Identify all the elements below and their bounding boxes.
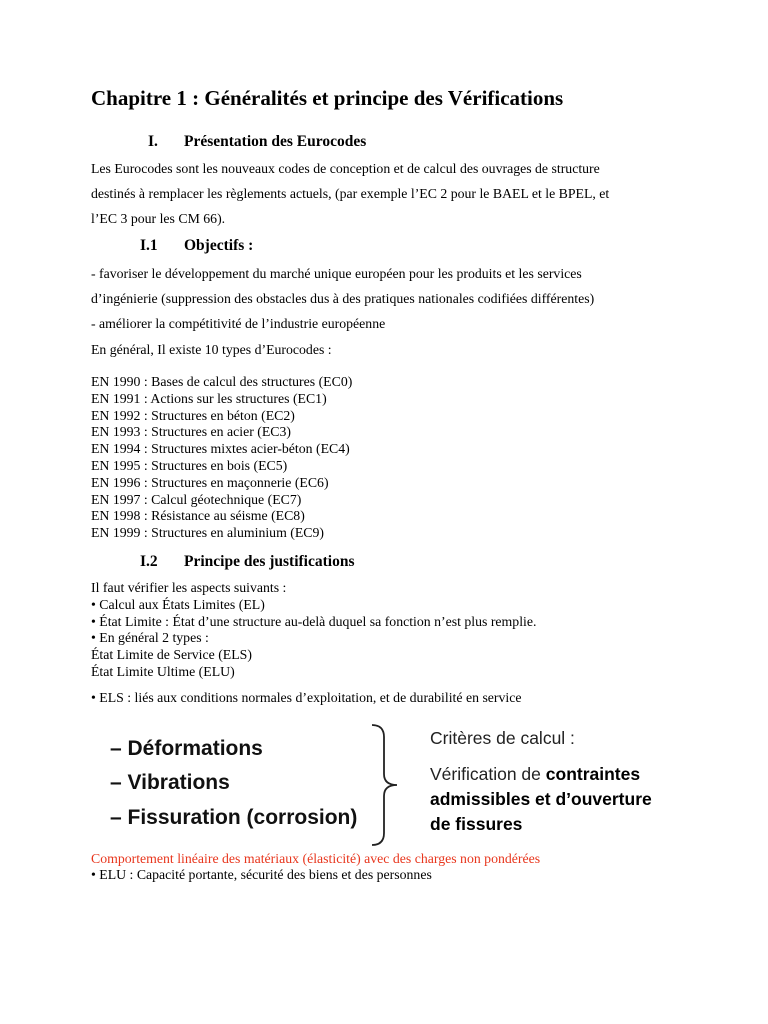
eurocode-item: EN 1995 : Structures en bois (EC5) [91, 457, 288, 473]
objective-line: - favoriser le développement du marché unique européen pour les produits et les services [91, 266, 582, 281]
criteria-line-2: admissibles et d’ouverture [430, 789, 652, 809]
page-title: Chapitre 1 : Généralités et principe des Vérifications [91, 86, 564, 110]
section-1-heading: Présentation des Eurocodes [184, 133, 367, 150]
eurocode-item: EN 1993 : Structures en acier (EC3) [91, 424, 291, 440]
section-1-2-heading: Principe des justifications [184, 553, 355, 570]
eurocode-item: EN 1996 : Structures en maçonnerie (EC6) [91, 474, 329, 490]
objective-line: - améliorer la compétitivité de l’industrie européenne [91, 316, 386, 331]
curly-brace-icon [368, 722, 404, 848]
eurocode-item: EN 1997 : Calcul géotechnique (EC7) [91, 491, 302, 507]
section-1-2-number: I.2 [140, 553, 158, 570]
justification-line: Il faut vérifier les aspects suivants : [91, 580, 287, 595]
section-1-para-line: Les Eurocodes sont les nouveaux codes de conception et de calcul des ouvrages de structure [91, 161, 600, 176]
eurocodes-list [91, 374, 352, 542]
justification-line: • Calcul aux États Limites (EL) [91, 596, 265, 612]
eurocode-count-line: En général, Il existe 10 types d’Eurocodes : [91, 342, 332, 357]
eurocode-item: EN 1991 : Actions sur les structures (EC1) [91, 390, 327, 406]
justification-line: État Limite Ultime (ELU) [91, 663, 235, 679]
criteria-line-1 [430, 764, 640, 785]
objective-line: d’ingénierie (suppression des obstacles dus à des pratiques nationales codifiées différentes) [91, 291, 595, 306]
eurocode-item: EN 1992 : Structures en béton (EC2) [91, 407, 295, 423]
els-line: • ELS : liés aux conditions normales d’exploitation, et de durabilité en service [91, 690, 522, 705]
section-1-para-line: destinés à remplacer les règlements actuels, (par exemple l’EC 2 pour le BAEL et le BPEL, et [91, 186, 610, 201]
eurocode-item: EN 1990 : Bases de calcul des structures (EC0) [91, 374, 353, 389]
eurocode-item: EN 1998 : Résistance au séisme (EC8) [91, 508, 305, 524]
justification-list [91, 580, 536, 681]
criteria-title: Critères de calcul : [430, 728, 575, 748]
figure-item-deformations: – Déformations [110, 737, 263, 760]
section-1-para-line: l’EC 3 pour les CM 66). [91, 211, 226, 226]
criteria-line-3: de fissures [430, 814, 523, 834]
section-1-number: I. [148, 133, 158, 150]
justification-line: État Limite de Service (ELS) [91, 647, 252, 663]
eurocode-item: EN 1994 : Structures mixtes acier-béton (EC4) [91, 441, 350, 457]
eurocode-item: EN 1999 : Structures en aluminium (EC9) [91, 525, 324, 541]
justification-line: • État Limite : État d’une structure au-delà duquel sa fonction n’est plus remplie. [91, 613, 537, 629]
criteria-line-1-plain: Vérification de [430, 764, 546, 784]
justification-line: • En général 2 types : [91, 630, 209, 646]
figure-item-vibrations: – Vibrations [110, 771, 230, 794]
linear-behaviour-note: Comportement linéaire des matériaux (élasticité) avec des charges non pondérées [91, 851, 541, 866]
figure-item-fissuration: – Fissuration (corrosion) [110, 806, 358, 829]
section-1-1-heading: Objectifs : [184, 237, 254, 254]
criteria-line-1-bold: contraintes [545, 764, 641, 784]
section-1-1-number: I.1 [140, 237, 158, 254]
elu-line: • ELU : Capacité portante, sécurité des biens et des personnes [91, 867, 432, 882]
